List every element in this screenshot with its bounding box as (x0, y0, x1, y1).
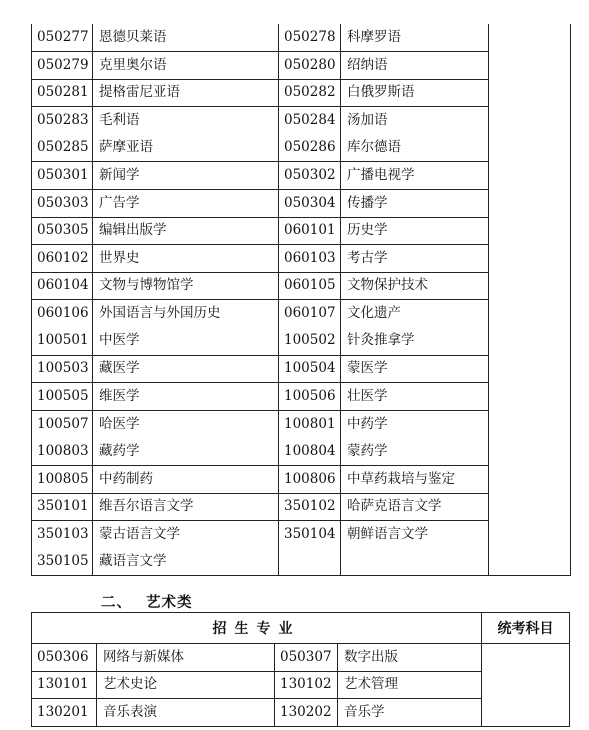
section-heading (101, 591, 193, 612)
exam-subject-cell (489, 272, 571, 300)
header-enrollment-majors: 招生专业 (32, 613, 482, 644)
major-name: 科摩罗语 (341, 24, 489, 52)
major-name: 蒙药学 (341, 438, 489, 466)
major-code: 050282 (279, 79, 341, 107)
major-code: 060105 (279, 272, 341, 300)
major-name: 蒙古语言文学 (93, 521, 279, 549)
major-code: 060107 (279, 300, 341, 328)
major-name: 哈医学 (93, 410, 279, 438)
table-row (32, 328, 571, 356)
exam-subject-cell (489, 521, 571, 549)
major-name: 藏医学 (93, 355, 279, 383)
major-code: 130201 (32, 699, 97, 727)
major-name: 提格雷尼亚语 (93, 79, 279, 107)
major-code: 130202 (275, 699, 338, 727)
major-code: 350102 (279, 493, 341, 521)
major-name: 白俄罗斯语 (341, 79, 489, 107)
major-name: 恩德贝莱语 (93, 24, 279, 52)
major-code: 050305 (32, 217, 93, 245)
table-row (32, 383, 571, 411)
major-name: 世界史 (93, 245, 279, 273)
major-name: 广播电视学 (341, 162, 489, 190)
table-row (32, 272, 571, 300)
major-code: 350103 (32, 521, 93, 549)
section-title: 艺术类 (146, 595, 193, 611)
exam-subject-cell (489, 355, 571, 383)
major-name: 中草药栽培与鉴定 (341, 466, 489, 494)
major-name: 音乐表演 (97, 699, 275, 727)
major-code: 100507 (32, 410, 93, 438)
major-name: 克里奥尔语 (93, 52, 279, 80)
exam-subject-cell (489, 24, 571, 52)
major-name: 朝鲜语言文学 (341, 521, 489, 549)
major-name: 中药制药 (93, 466, 279, 494)
table-row (32, 79, 571, 107)
table-row (32, 548, 571, 576)
major-name: 库尔德语 (341, 134, 489, 162)
major-code: 100803 (32, 438, 93, 466)
major-name: 毛利语 (93, 107, 279, 135)
major-code: 050283 (32, 107, 93, 135)
major-name: 文物与博物馆学 (93, 272, 279, 300)
major-code: 100505 (32, 383, 93, 411)
major-code: 100504 (279, 355, 341, 383)
major-name: 外国语言与外国历史 (93, 300, 279, 328)
table-row (32, 162, 571, 190)
exam-subject-cell (489, 493, 571, 521)
major-code: 050285 (32, 134, 93, 162)
table-row (32, 52, 571, 80)
table-row (32, 300, 571, 328)
major-name: 哈萨克语言文学 (341, 493, 489, 521)
table-row (32, 410, 571, 438)
major-name: 汤加语 (341, 107, 489, 135)
major-name: 艺术管理 (338, 671, 482, 699)
table-row (32, 134, 571, 162)
major-code: 100506 (279, 383, 341, 411)
major-code (279, 548, 341, 576)
major-name: 文物保护技术 (341, 272, 489, 300)
major-code: 060104 (32, 272, 93, 300)
table-row (32, 521, 571, 549)
major-code: 050286 (279, 134, 341, 162)
major-code: 050279 (32, 52, 93, 80)
major-name: 维医学 (93, 383, 279, 411)
major-code-table (31, 24, 571, 576)
exam-subject-cell (489, 134, 571, 162)
major-code: 050306 (32, 644, 97, 672)
major-code: 350101 (32, 493, 93, 521)
major-name: 壮医学 (341, 383, 489, 411)
exam-subject-cell (489, 107, 571, 135)
major-name: 音乐学 (338, 699, 482, 727)
table-row (32, 24, 571, 52)
major-code: 100502 (279, 328, 341, 356)
exam-subject-cell (489, 245, 571, 273)
exam-subject-cell (489, 162, 571, 190)
major-code: 350105 (32, 548, 93, 576)
exam-subject-cell (489, 52, 571, 80)
exam-subject-cell (489, 410, 571, 438)
major-code: 050281 (32, 79, 93, 107)
exam-subject-cell (489, 438, 571, 466)
major-code: 050304 (279, 190, 341, 218)
exam-subject-cell (489, 217, 571, 245)
major-name: 广告学 (93, 190, 279, 218)
major-code: 050303 (32, 190, 93, 218)
major-name: 针灸推拿学 (341, 328, 489, 356)
major-code: 060103 (279, 245, 341, 273)
major-code: 050280 (279, 52, 341, 80)
exam-subject-cell (489, 190, 571, 218)
table-row (32, 355, 571, 383)
art-major-table (31, 612, 570, 727)
major-code: 100804 (279, 438, 341, 466)
major-code: 100501 (32, 328, 93, 356)
exam-subject-cell (489, 300, 571, 328)
major-code: 130102 (275, 671, 338, 699)
major-code: 100805 (32, 466, 93, 494)
header-exam-subjects: 统考科目 (482, 613, 570, 644)
major-name: 编辑出版学 (93, 217, 279, 245)
major-code: 060106 (32, 300, 93, 328)
major-name: 文化遗产 (341, 300, 489, 328)
major-name: 藏语言文学 (93, 548, 279, 576)
table-row (32, 107, 571, 135)
major-name: 藏药学 (93, 438, 279, 466)
major-name: 数字出版 (338, 644, 482, 672)
major-name: 萨摩亚语 (93, 134, 279, 162)
major-code: 050301 (32, 162, 93, 190)
major-code: 100503 (32, 355, 93, 383)
exam-subject-cell (489, 328, 571, 356)
major-name: 艺术史论 (97, 671, 275, 699)
major-name: 中医学 (93, 328, 279, 356)
major-code: 060101 (279, 217, 341, 245)
major-code: 350104 (279, 521, 341, 549)
major-name: 历史学 (341, 217, 489, 245)
major-name: 中药学 (341, 410, 489, 438)
major-name: 考古学 (341, 245, 489, 273)
major-name (341, 548, 489, 576)
major-name: 绍纳语 (341, 52, 489, 80)
major-code: 130101 (32, 671, 97, 699)
exam-subject-cell (489, 548, 571, 576)
major-name: 新闻学 (93, 162, 279, 190)
major-code: 050284 (279, 107, 341, 135)
table-row (32, 466, 571, 494)
major-code: 100806 (279, 466, 341, 494)
exam-subject-cell (482, 644, 570, 727)
table-row (32, 493, 571, 521)
table-row (32, 217, 571, 245)
exam-subject-cell (489, 466, 571, 494)
major-code-table-body (32, 24, 571, 576)
major-code: 100801 (279, 410, 341, 438)
major-name: 传播学 (341, 190, 489, 218)
table-row (32, 438, 571, 466)
major-name: 网络与新媒体 (97, 644, 275, 672)
major-code: 060102 (32, 245, 93, 273)
major-name: 蒙医学 (341, 355, 489, 383)
art-major-table-body (32, 644, 570, 727)
exam-subject-cell (489, 383, 571, 411)
major-code: 050307 (275, 644, 338, 672)
major-name: 维吾尔语言文学 (93, 493, 279, 521)
major-code: 050277 (32, 24, 93, 52)
major-code: 050302 (279, 162, 341, 190)
table-row (32, 245, 571, 273)
table-row (32, 190, 571, 218)
exam-subject-cell (489, 79, 571, 107)
table-row (32, 644, 570, 672)
section-number: 二、 (101, 595, 132, 611)
major-code: 050278 (279, 24, 341, 52)
